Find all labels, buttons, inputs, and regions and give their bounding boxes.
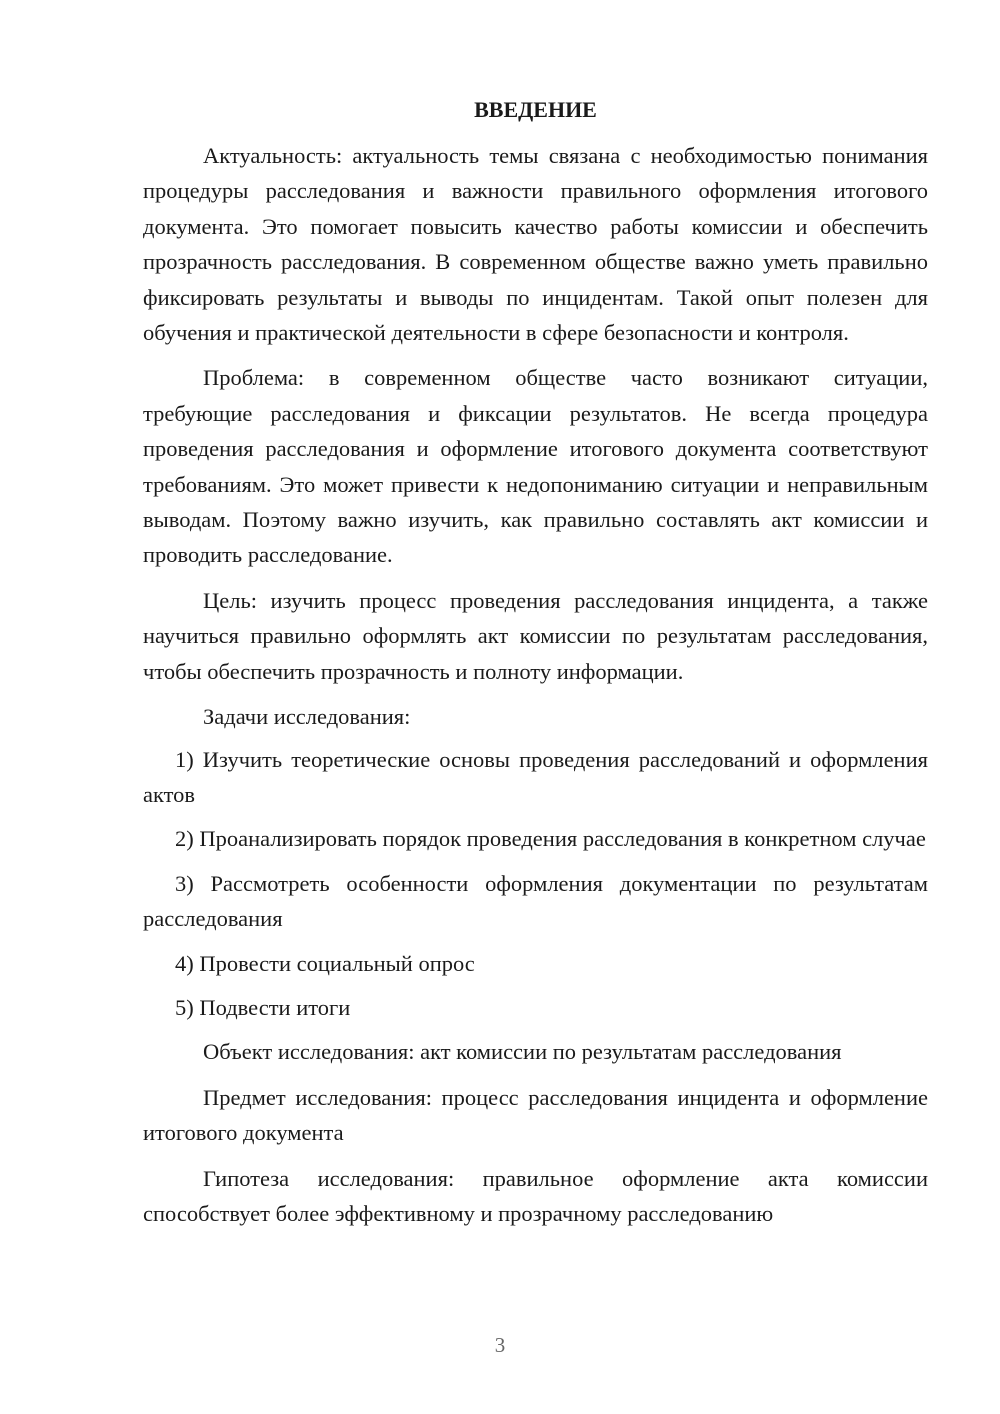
paragraph-problem: Проблема: в современном обществе часто возникают ситуации, требующие расследования и фиксации результатов. Не всегда процедура проведения расследования и оформление итогового документа соответствуют требованиям. Это может привести к недопониманию ситуации и неправильным выводам. Поэтому важно изучить, как правильно составлять акт комиссии и проводить расследование. [143,365,928,568]
task-item-5: 5) Подвести итоги [175,994,351,1020]
tasks-heading: Задачи исследования: [203,704,411,730]
task-item-3: 3) Рассмотреть особенности оформления документации по результатам расследования [143,870,928,932]
paragraph-hypothesis: Гипотеза исследования: правильное оформление акта комиссии способствует более эффективному и прозрачному расследованию [143,1165,928,1226]
paragraph-relevance: Актуальность: актуальность темы связана с необходимостью понимания процедуры расследования и важности правильного оформления итогового документа. Это помогает повысить качество работы комиссии и обеспечить прозрачность расследования. В современном обществе важно уметь правильно фиксировать результаты и выводы по инцидентам. Такой опыт полезен для обучения и практической деятельности в сфере безопасности и контроля. [143,143,928,346]
document-page [143,92,928,1241]
paragraph-object: Объект исследования: акт комиссии по результатам расследования [203,1039,842,1065]
task-item-2: 2) Проанализировать порядок проведения расследования в конкретном случае [175,826,926,852]
task-item-1: 1) Изучить теоретические основы проведения расследований и оформления актов [143,746,928,807]
section-title: ВВЕДЕНИЕ [474,97,597,122]
page-number: 3 [494,1333,506,1357]
paragraph-subject: Предмет исследования: процесс расследования инцидента и оформление итогового документа [143,1084,928,1146]
paragraph-goal: Цель: изучить процесс проведения расследования инцидента, а также научиться правильно оформлять акт комиссии по результатам расследования, чтобы обеспечить прозрачность и полноту информации. [143,587,928,684]
task-item-4: 4) Провести социальный опрос [175,950,475,976]
